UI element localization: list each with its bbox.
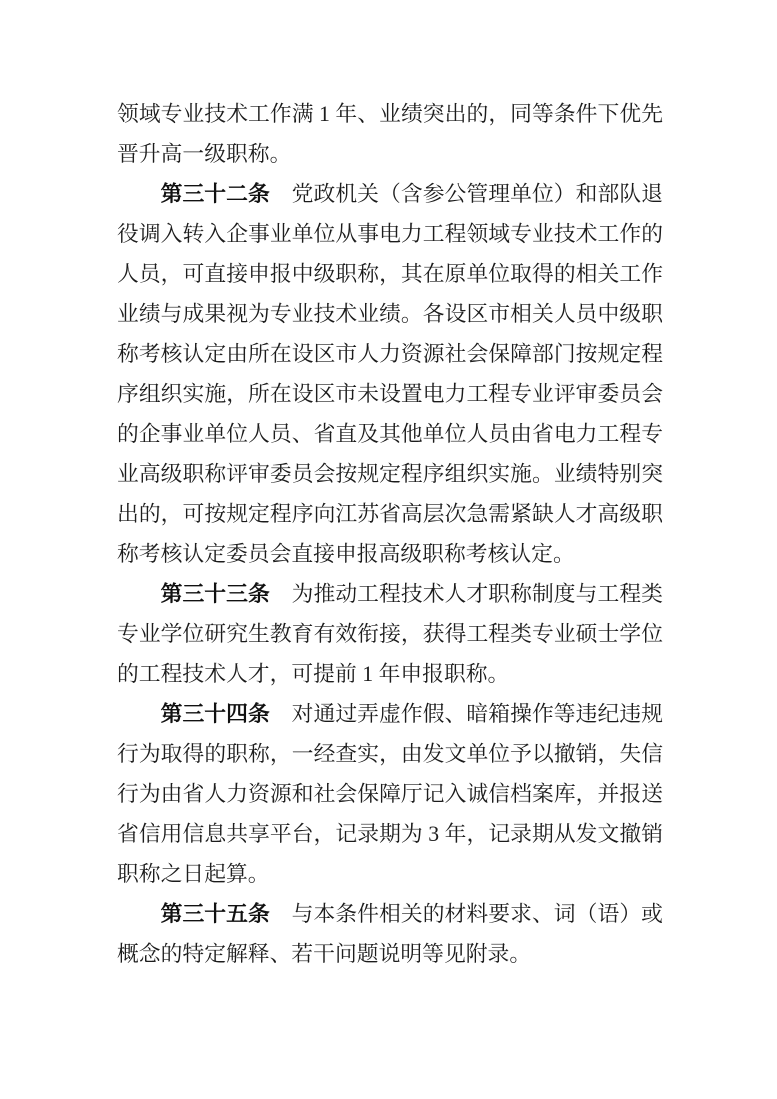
article-heading: 第三十五条	[160, 901, 270, 926]
article-heading: 第三十二条	[160, 181, 270, 206]
document-text-block	[117, 94, 663, 974]
paragraph	[117, 174, 663, 574]
paragraph	[117, 694, 663, 894]
paragraph-text: 为推动工程技术人才职称制度与工程类专业学位研究生教育有效衔接，获得工程类专业硕士学位的工程技术人才，可提前 1 年申报职称。	[117, 582, 663, 686]
paragraph	[117, 574, 663, 694]
paragraph-text: 对通过弄虚作假、暗箱操作等违纪违规行为取得的职称，一经查实，由发文单位予以撤销，失信行为由省人力资源和社会保障厅记入诚信档案库，并报送省信用信息共享平台，记录期为 3 年，记录期从发文撤销职称之日起算。	[117, 702, 663, 886]
paragraph-text: 党政机关（含参公管理单位）和部队退役调入转入企事业单位从事电力工程领域专业技术工作的人员，可直接申报中级职称，其在原单位取得的相关工作业绩与成果视为专业技术业绩。各设区市相关人员中级职称考核认定由所在设区市人力资源社会保障部门按规定程序组织实施，所在设区市未设置电力工程专业评审委员会的企事业单位人员、省直及其他单位人员由省电力工程专业高级职称评审委员会按规定程序组织实施。业绩特别突出的，可按规定程序向江苏省高层次急需紧缺人才高级职称考核认定委员会直接申报高级职称考核认定。	[117, 182, 663, 566]
paragraph	[117, 94, 663, 174]
article-heading: 第三十三条	[160, 581, 270, 606]
article-heading: 第三十四条	[160, 701, 270, 726]
paragraph-text: 领域专业技术工作满 1 年、业绩突出的，同等条件下优先晋升高一级职称。	[117, 102, 663, 166]
paragraph	[117, 894, 663, 974]
paragraph-text: 与本条件相关的材料要求、词（语）或概念的特定解释、若干问题说明等见附录。	[117, 902, 663, 966]
